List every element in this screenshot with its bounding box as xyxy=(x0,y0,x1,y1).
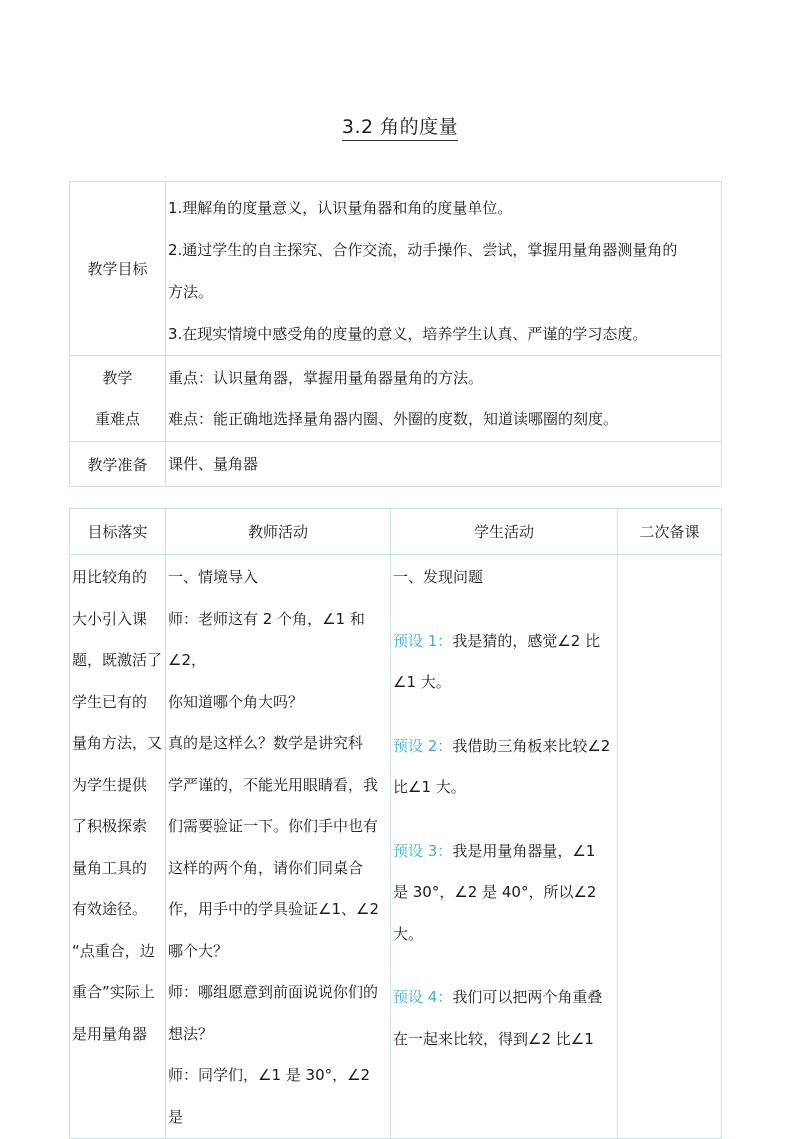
header-student: 学生活动 xyxy=(391,509,618,555)
preset-label: 预设 1： xyxy=(393,631,453,650)
preset-4: 预设 4：我们可以把两个角重叠 xyxy=(393,988,603,1006)
header-goal: 目标落实 xyxy=(70,509,166,555)
objective-item: 方法。 xyxy=(168,283,214,301)
student-column: 一、发现问题 预设 1：我是猜的，感觉∠2 比 ∠1 大。 预设 2：我借助三角板来比较∠2 比∠1 大。 预设 3：我是用量角器量，∠1 是 30°，∠2 是 40°，所以∠2 大。 预设 4：我们可以把两个角重叠 在一起来比较，得到∠2 比∠1 xyxy=(391,555,618,1139)
preset-label: 预设 3： xyxy=(393,841,453,860)
objective-item: 3.在现实情境中感受角的度量的意义，培养学生认真、严谨的学习态度。 xyxy=(168,325,648,343)
difficulty-text: 难点：能正确地选择量角器内圈、外圈的度数，知道读哪圈的刻度。 xyxy=(168,409,619,428)
key-points-content xyxy=(166,356,722,442)
teacher-column: 一、情境导入 师：老师这有 2 个角，∠1 和∠2， 你知道哪个角大吗？ 真的是这样么？数学是讲究科 学严谨的，不能光用眼睛看，我 们需要验证一下。你们手中也有 这样的两个角，请你们同桌合 作，用手中的学具验证∠1、∠2 哪个大？ 师：哪组愿意到前面说说你们的 想法？ 师：同学们，∠1 是 30°，∠2 是 xyxy=(166,555,391,1139)
header-teacher: 教师活动 xyxy=(166,509,391,555)
header-revision: 二次备课 xyxy=(618,509,722,555)
preset-label: 预设 4： xyxy=(393,988,453,1006)
objective-item: 1.理解角的度量意义，认识量角器和角的度量单位。 xyxy=(168,199,513,217)
objectives-label: 教学目标 xyxy=(70,182,166,356)
objective-item: 2.通过学生的自主探究、合作交流，动手操作、尝试，掌握用量角器测量角的 xyxy=(168,241,678,259)
revision-column xyxy=(618,555,722,1139)
focus-text: 重点：认识量角器，掌握用量角器量角的方法。 xyxy=(168,368,484,387)
lesson-activities-table xyxy=(69,508,722,1139)
student-heading: 一、发现问题 xyxy=(393,568,484,586)
preparation-label: 教学准备 xyxy=(70,442,166,487)
goal-column: 用比较角的 大小引入课 题，既激活了 学生已有的 量角方法，又 为学生提供 了积极探索 量角工具的 有效途径。 “点重合，边 重合”实际上 是用量角器 xyxy=(70,555,166,1139)
preparation-value: 课件、量角器 xyxy=(166,442,722,487)
objectives-content xyxy=(166,182,722,356)
preset-2: 预设 2：我借助三角板来比较∠2 xyxy=(393,736,611,755)
preset-3: 预设 3：我是用量角器量，∠1 xyxy=(393,841,596,860)
preset-label: 预设 2： xyxy=(393,736,453,755)
key-points-label: 教学 重难点 xyxy=(70,356,166,442)
lesson-overview-table xyxy=(69,181,722,487)
preset-1: 预设 1：我是猜的，感觉∠2 比 xyxy=(393,631,601,650)
page-title: 3.2 角的度量 xyxy=(0,112,800,141)
